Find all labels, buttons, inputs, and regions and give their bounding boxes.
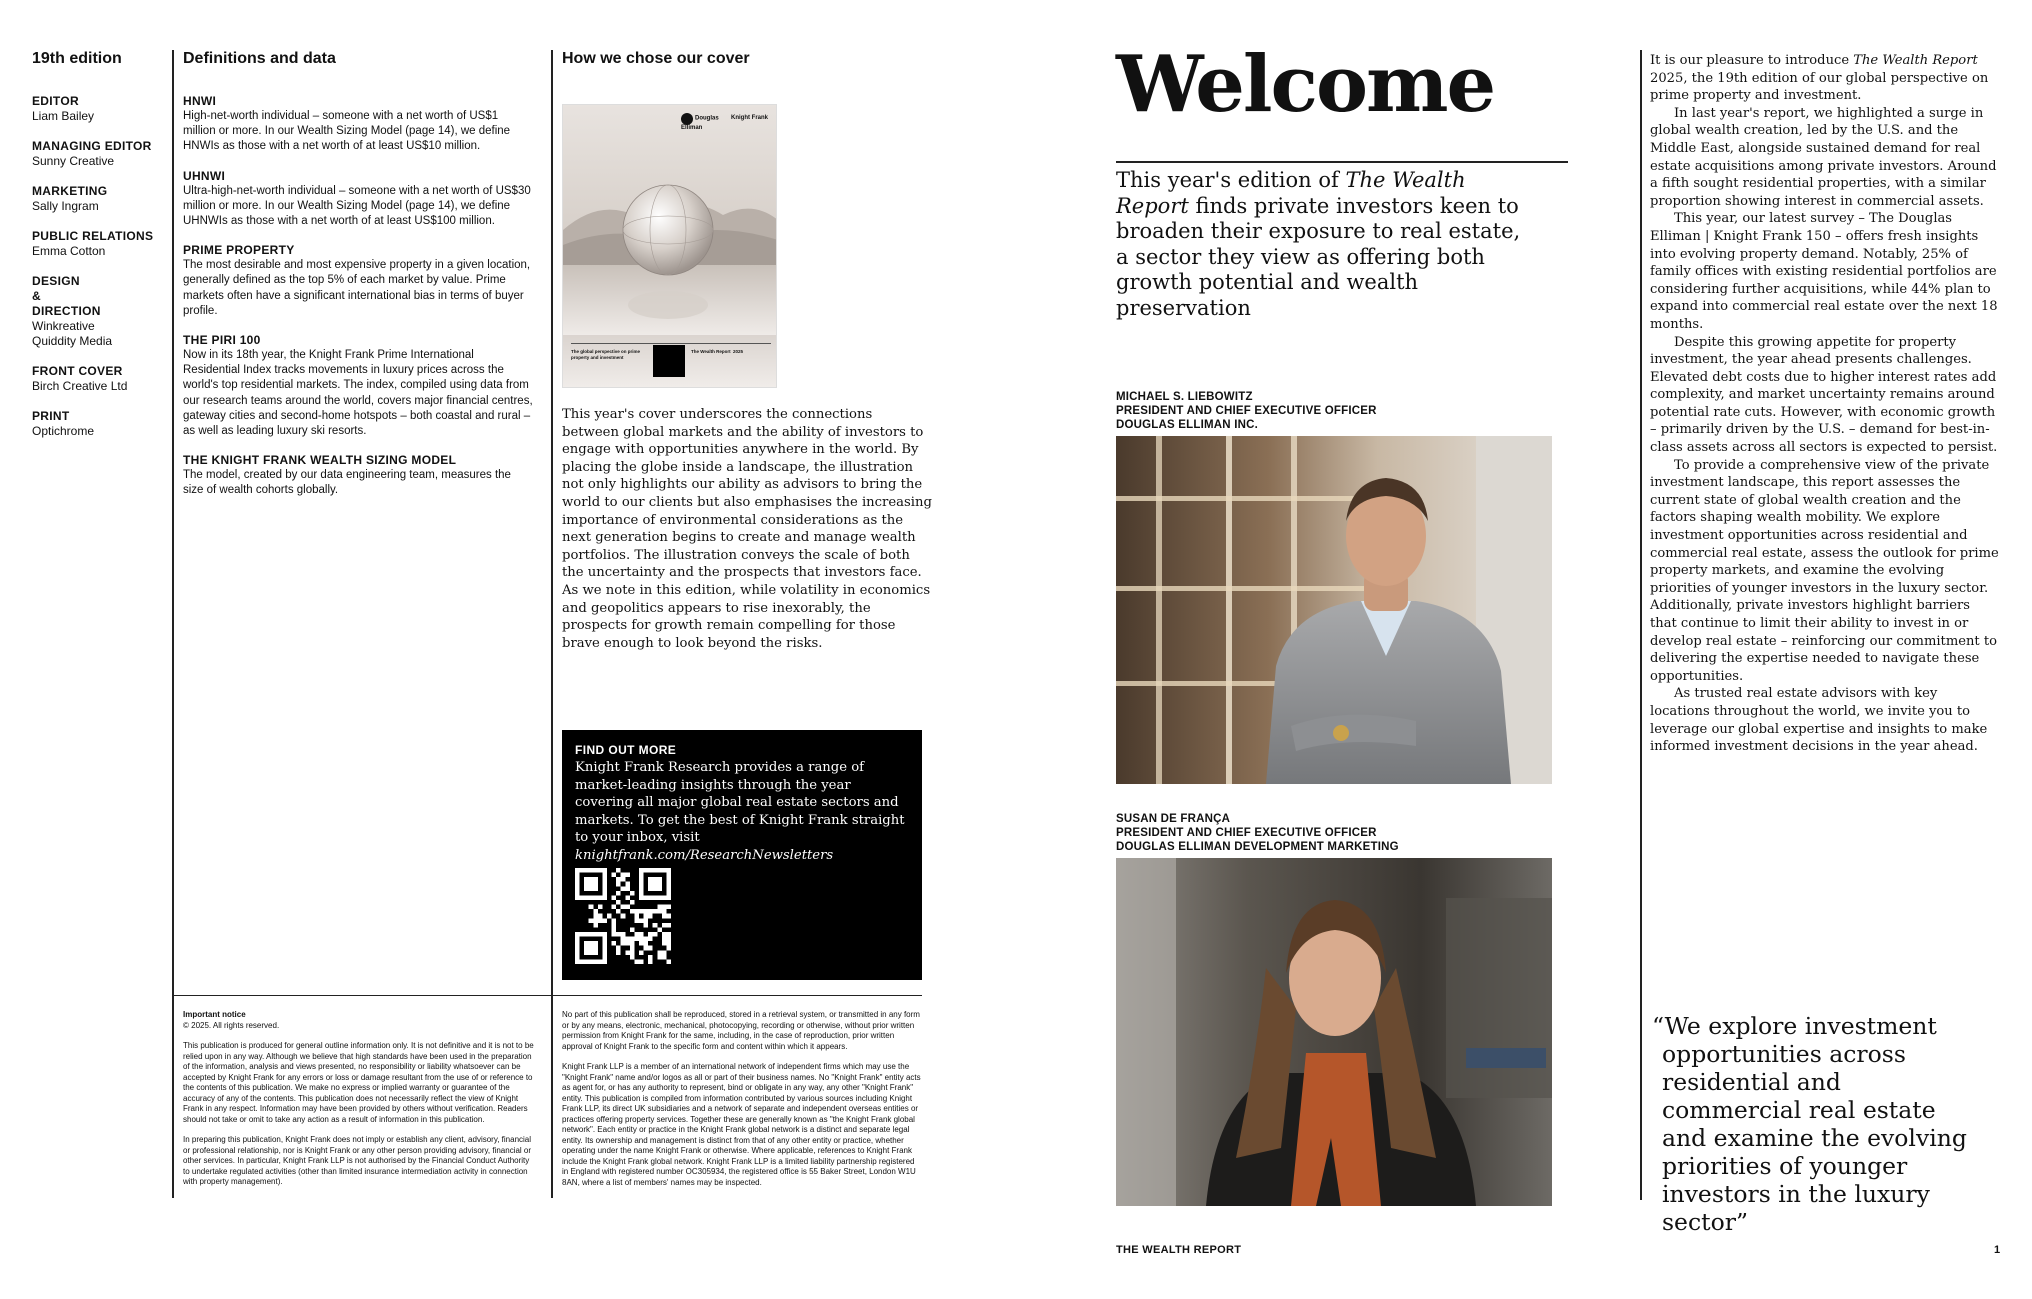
notice-divider	[172, 995, 922, 996]
exec-1-photo	[1116, 436, 1552, 784]
notice-copyright: © 2025. All rights reserved.	[183, 1020, 280, 1030]
page-number: 1	[1994, 1244, 2001, 1256]
definitions-heading: Definitions and data	[183, 50, 336, 67]
credit-name: Emma Cotton	[32, 244, 106, 258]
definition-text: Now in its 18th year, the Knight Frank Prime International Residential Index tracks movements in luxury prices across the world's top residential markets. The index, compiled using data from our research teams around the world, covers major financial centres, gateway cities and second-home hotspots – both coastal and rural – as well as leading luxury ski resorts.	[183, 349, 533, 438]
credit-name: Birch Creative Ltd	[32, 379, 128, 393]
definition-text: High-net-worth individual – someone with a net worth of US$1 million or more. In our Wealth Sizing Model (page 14), we define HNWIs as those with a net worth of at least US$10 million.	[183, 110, 511, 153]
credit-role: MANAGING EDITOR	[32, 139, 152, 153]
important-notice-col2	[562, 1010, 922, 1198]
divider-vertical-right	[1640, 50, 1642, 1200]
qr-code-icon[interactable]	[575, 868, 671, 964]
cover-year-small: 2025	[733, 349, 744, 354]
credit-role: DESIGN & DIRECTION	[32, 274, 101, 318]
credit-role: EDITOR	[32, 94, 79, 108]
find-out-more-box	[562, 730, 922, 980]
divider-vertical-1	[172, 50, 174, 1198]
cover-bottom-rule	[571, 343, 771, 344]
definitions-list	[183, 94, 533, 499]
edition-label: 19th edition	[32, 50, 122, 67]
notice-paragraph-4: Knight Frank LLP is a member of an international network of independent firms which may use the "Knight Frank" name and/or logos as all or part of their business names. No "Knight Frank" entity acts as agent for, or has any authority to represent, bind or obligate in any way, any other "Knight Frank" entity. This publication is compiled from information contributed by various sources including Knight Frank LLP, its direct UK subsidiaries and a network of separate and independent overseas entities or practices offering property services. Together these are generally known as "the Knight Frank global network". Each entity or practice in the Knight Frank global network is a distinct and separate legal entity. Its ownership and management is distinct from that of any other entity or practice, whether operating under the name Knight Frank or otherwise. Where applicable, references to Knight Frank include the Knight Frank global network. Knight Frank LLP is a limited liability partnership registered in England with registered number OC305934, the registered office is 55 Baker Street, London W1U 8AN, where a list of members' names may be inspected.	[562, 1062, 921, 1187]
credit-name: Optichrome	[32, 424, 95, 438]
exec-2-company: DOUGLAS ELLIMAN DEVELOPMENT MARKETING	[1116, 841, 1399, 853]
cover-globe-illustration	[563, 135, 777, 335]
find-out-more-title: FIND OUT MORE	[575, 743, 677, 757]
credit-role: MARKETING	[32, 184, 108, 198]
definition-term: HNWI	[183, 94, 217, 108]
credit-role: PUBLIC RELATIONS	[32, 229, 154, 243]
standfirst: This year's edition of The Wealth Report finds private investors keen to broaden their exposure to real estate, a sector they view as offering both growth potential and wealth preservation	[1116, 168, 1521, 320]
cover-logo-circle-icon	[681, 113, 693, 125]
exec-2-photo	[1116, 858, 1552, 1206]
important-notice-col1	[183, 1010, 538, 1198]
exec-2-title: PRESIDENT AND CHIEF EXECUTIVE OFFICER	[1116, 827, 1377, 839]
cover-black-square	[653, 345, 685, 377]
cover-column	[562, 50, 932, 68]
definition-term: THE PIRI 100	[183, 333, 261, 348]
notice-paragraph-1: This publication is produced for general outline information only. It is not definitive and it is not to be relied upon in any way. Although we believe that high standards have been used in the preparation of the information, analysis and views presented, no responsibility or liability whatsoever can be accepted by Knight Frank for any errors or loss or damage resultant from the use of or reference to the contents of this publication. We make no express or implied warranty or guarantee of the accuracy of any of the contents. This publication does not necessarily reflect the view of Knight Frank in any respect. Information may have been provided by others without verification. Readers should not take or omit to take any action as a result of information in this publication.	[183, 1041, 534, 1124]
exec-1-caption	[1116, 390, 1556, 432]
exec-1-portrait-illustration	[1116, 436, 1552, 784]
pull-quote: “We explore investment opportunities across residential and commercial real estate and examine the evolving priorities of younger investors in the luxury sector”	[1652, 1012, 1967, 1236]
exec-1-company: DOUGLAS ELLIMAN INC.	[1116, 419, 1258, 431]
intro-paragraph-4: Despite this growing appetite for property investment, the year ahead presents challenges. Elevated debt costs due to higher interest rates add complexity, and market uncertainty remains around potential rate cuts. However, with economic growth – primarily driven by the U.S. – demand for best-in-class assets across all sectors is expected to persist.	[1650, 334, 1998, 456]
page-title: Welcome	[1116, 39, 1495, 130]
cover-heading: How we chose our cover	[562, 50, 750, 67]
definition-text: The model, created by our data engineering team, measures the size of wealth cohorts globally.	[183, 469, 511, 497]
credits-column	[32, 50, 172, 454]
credit-name: Winkreative Quiddity Media	[32, 319, 113, 348]
notice-paragraph-2: In preparing this publication, Knight Frank does not imply or establish any client, advisory, financial or professional relationship, nor is Knight Frank or any other person providing advisory, financial or other services. In particular, Knight Frank LLP is not authorised by the Financial Conduct Authority to undertake regulated activities (other than limited insurance intermediation activity in connection with property management).	[183, 1135, 532, 1186]
cover-caption: The global perspective on prime property and investment	[571, 349, 641, 360]
intro-paragraph-2: In last year's report, we highlighted a surge in global wealth creation, led by the U.S. and the Middle East, alongside sustained demand for real estate acquisitions among private investors. Around a fifth sought residential properties, with a similar proportion showing interest in commercial assets.	[1650, 105, 1997, 209]
intro-text	[1650, 52, 2000, 756]
title-rule	[1116, 161, 1568, 163]
exec-1-title: PRESIDENT AND CHIEF EXECUTIVE OFFICER	[1116, 405, 1377, 417]
credit-name: Sunny Creative	[32, 154, 115, 168]
cover-logo-knight-frank: Knight Frank	[731, 115, 768, 121]
find-out-more-text: Knight Frank Research provides a range of market-leading insights through the year covering all major global real estate sectors and markets. To get the best of Knight Frank straight to your inbox, visit knightfrank.com/ResearchNewsletters	[575, 760, 905, 863]
intro-paragraph-1: It is our pleasure to introduce The Wealth Report 2025, the 19th edition of our global perspective on prime property and investment.	[1650, 53, 1989, 104]
definition-text: Ultra-high-net-worth individual – someone with a net worth of US$30 million or more. In our Wealth Sizing Model (page 14), we define UHNWIs as those with a net worth of at least US$100 million.	[183, 184, 531, 228]
credits-list	[32, 94, 172, 439]
definition-term: THE KNIGHT FRANK WEALTH SIZING MODEL	[183, 453, 457, 468]
cover-thumbnail	[562, 104, 777, 388]
cover-title-small: The Wealth Report	[691, 349, 731, 354]
exec-2-name: SUSAN DE FRANÇA	[1116, 813, 1231, 825]
intro-paragraph-6: As trusted real estate advisors with key locations throughout the world, we invite you to leverage our global expertise and insights to make informed investment decisions in the year ahead.	[1650, 686, 1988, 755]
cover-logo-douglas-elliman: Douglas Elliman	[681, 113, 721, 133]
notice-title: Important notice	[183, 1010, 246, 1019]
intro-paragraph-5: To provide a comprehensive view of the private investment landscape, this report assesses the current state of global wealth creation and the factors shaping wealth mobility. We explore investment opportunities across residential and commercial real estate, assess the outlook for prime property markets, and examine the evolving priorities of younger investors in the luxury sector. Additionally, private investors highlight barriers that continue to limit their ability to invest in or develop real estate – reinforcing our commitment to delivering the expertise needed to navigate these opportunities.	[1650, 457, 1999, 684]
credit-name: Liam Bailey	[32, 109, 95, 123]
credit-role: FRONT COVER	[32, 364, 123, 378]
notice-paragraph-3: No part of this publication shall be reproduced, stored in a retrieval system, or transmitted in any form or by any means, electronic, mechanical, photocopying, recording or otherwise, without prior written permission from Knight Frank for the same, including, in the case of reproduction, prior written approval of Knight Frank to the specific form and content within which it appears.	[562, 1010, 920, 1051]
newsletter-link[interactable]: knightfrank.com/ResearchNewsletters	[575, 847, 834, 863]
credit-name: Sally Ingram	[32, 199, 99, 213]
definition-term: PRIME PROPERTY	[183, 243, 295, 258]
exec-1-name: MICHAEL S. LIEBOWITZ	[1116, 391, 1253, 403]
definition-text: The most desirable and most expensive property in a given location, generally defined as the top 5% of each market by value. Prime markets often have a significant international bias in terms of buyer profile.	[183, 259, 531, 317]
exec-2-portrait-illustration	[1116, 858, 1552, 1206]
exec-2-caption	[1116, 812, 1556, 854]
credit-role: PRINT	[32, 409, 70, 423]
footer-publication-name: THE WEALTH REPORT	[1116, 1244, 1242, 1256]
definitions-column	[183, 50, 533, 513]
cover-description: This year's cover underscores the connections between global markets and the ability of investors to engage with opportunities anywhere in the world. By placing the globe inside a landscape, the illustration not only highlights our ability as advisors to bring the world to our clients but also emphasises the increasing importance of environmental considerations as the next generation begins to create and manage wealth portfolios. The illustration conveys the scale of both the uncertainty and the prospects that investors face. As we note in this edition, while volatility in economics and geopolitics appears to rise inexorably, the prospects for growth remain compelling for those brave enough to look beyond the risks.	[562, 407, 932, 651]
divider-vertical-2	[551, 50, 553, 1198]
definition-term: UHNWI	[183, 168, 226, 183]
intro-paragraph-3: This year, our latest survey – The Douglas Elliman | Knight Frank 150 – offers fresh insights into evolving property demand. Notably, 25% of family offices with existing residential portfolios are considering further acquisitions, while 44% plan to expand into commercial real estate over the next 18 months.	[1650, 211, 1998, 332]
